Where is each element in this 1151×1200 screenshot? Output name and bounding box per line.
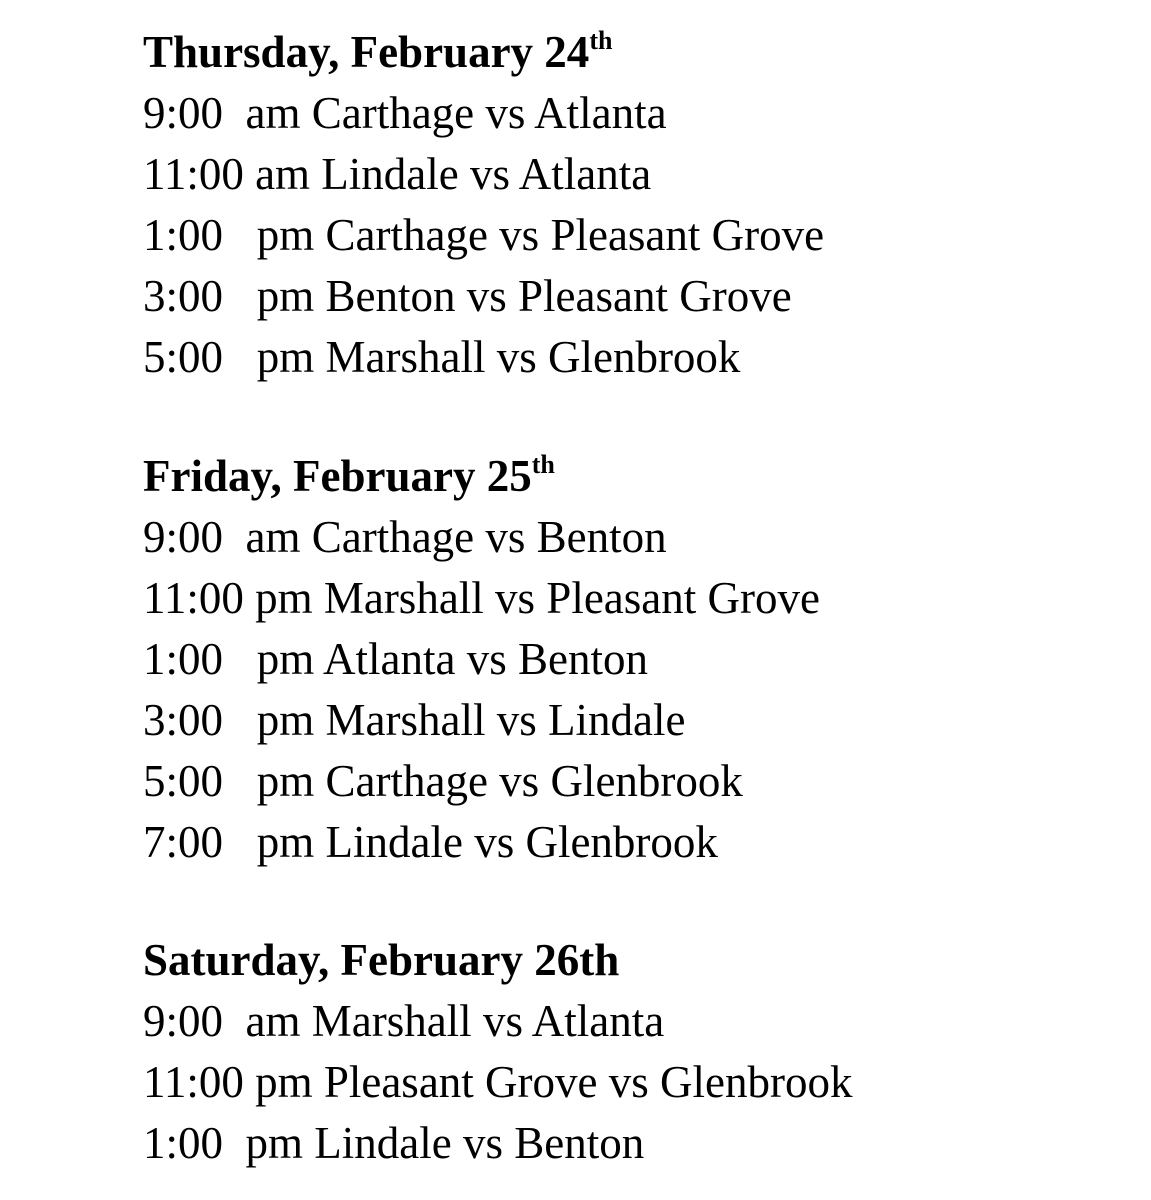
game-row: 1:00 pm Carthage vs Pleasant Grove xyxy=(143,210,825,260)
game-row: 1:00 pm Lindale vs Benton xyxy=(143,1118,645,1168)
day-heading-text: Friday, February 25 xyxy=(143,451,532,501)
day-heading-text: Thursday, February 24 xyxy=(143,27,590,77)
game-row: 9:00 am Carthage vs Atlanta xyxy=(143,88,667,138)
game-row: 7:00 pm Lindale vs Glenbrook xyxy=(143,817,718,867)
game-row: 9:00 am Carthage vs Benton xyxy=(143,512,667,562)
game-row: 3:00 pm Benton vs Pleasant Grove xyxy=(143,271,792,321)
game-row: 11:00 am Lindale vs Atlanta xyxy=(143,149,652,199)
day-saturday xyxy=(143,930,1133,1174)
game-row: 11:00 pm Marshall vs Pleasant Grove xyxy=(143,573,820,623)
game-row: 5:00 pm Carthage vs Glenbrook xyxy=(143,756,743,806)
game-row: 5:00 pm Marshall vs Glenbrook xyxy=(143,332,741,382)
day-heading-suffix: th xyxy=(589,26,613,55)
game-row: 11:00 pm Pleasant Grove vs Glenbrook xyxy=(143,1057,853,1107)
game-row: 1:00 pm Atlanta vs Benton xyxy=(143,634,648,684)
day-thursday xyxy=(143,22,1133,388)
day-heading-text: Saturday, February 26th xyxy=(143,935,620,985)
day-heading xyxy=(143,22,1133,83)
game-row: 3:00 pm Marshall vs Lindale xyxy=(143,695,686,745)
day-heading xyxy=(143,930,1133,991)
day-heading xyxy=(143,446,1133,507)
day-heading-suffix: th xyxy=(531,450,555,479)
day-friday xyxy=(143,446,1133,873)
game-row: 9:00 am Marshall vs Atlanta xyxy=(143,996,665,1046)
